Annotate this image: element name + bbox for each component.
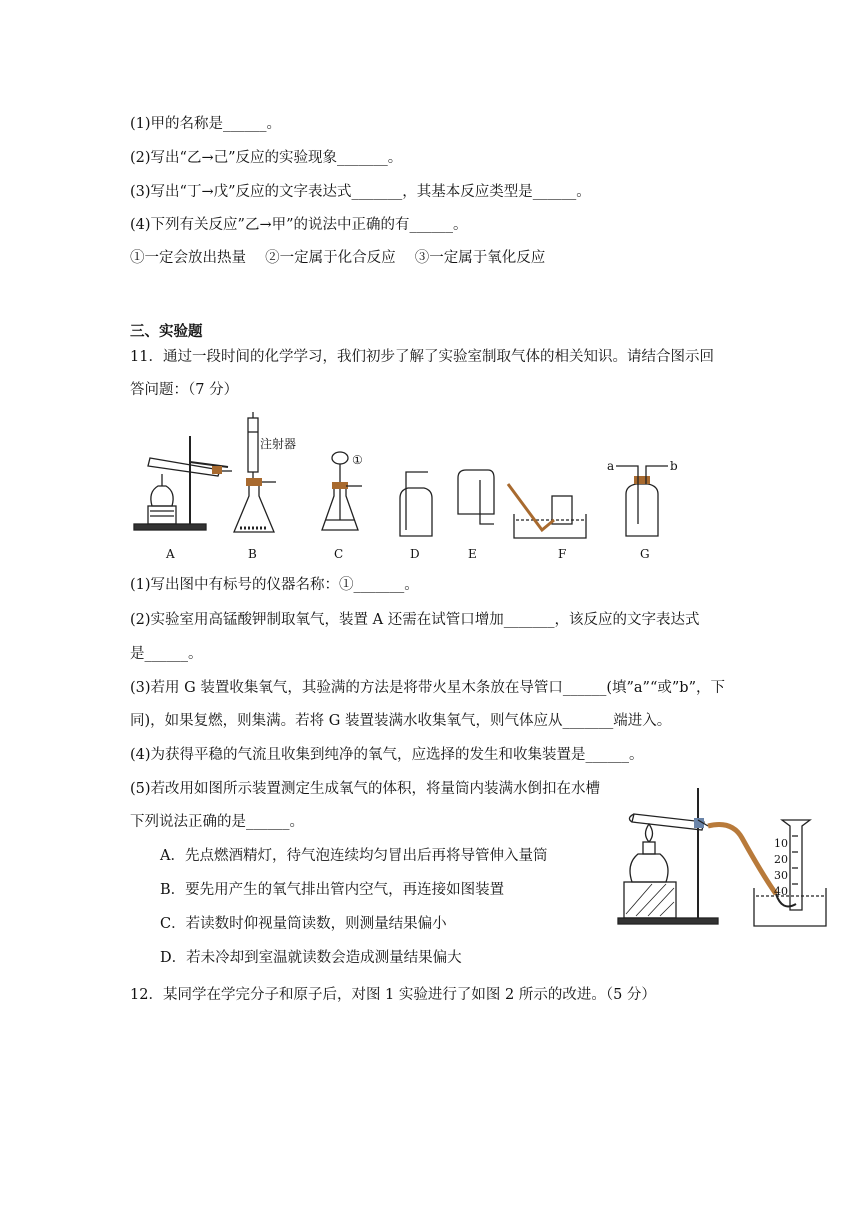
volume-apparatus-figure [612,784,832,930]
tick-30: 30 [774,869,788,882]
q11-stem-2: 答问题：（7 分） [130,382,239,398]
tick-10: 10 [774,837,788,850]
q11-option-a: A．先点燃酒精灯，待气泡连续均匀冒出后再将导管伸入量筒 [160,848,548,864]
q12-stem: 12．某同学在学完分子和原子后，对图 1 实验进行了如图 2 所示的改进。（5 分） [130,987,656,1003]
syringe-label: 注射器 [260,437,297,451]
q11-line-8: 下列说法正确的是______。 [130,814,304,830]
q10-line-1: (1)甲的名称是______。 [130,116,282,132]
q10-line-3: (3)写出“丁→戊”反应的文字表达式_______，其基本反应类型是______。 [130,184,591,200]
apparatus-b [234,412,276,532]
port-a-label: a [607,459,615,473]
tick-20: 20 [774,853,788,866]
apparatus-f [508,484,586,538]
apparatus-a [134,436,232,530]
label-b: B [248,547,257,561]
section-title: 三、实验题 [130,323,203,340]
q11-stem-1: 11．通过一段时间的化学学习，我们初步了解了实验室制取气体的相关知识。请结合图示回 [130,349,714,365]
apparatus-e [458,470,494,524]
apparatus-g [616,466,668,536]
q11-line-2: (2)实验室用高锰酸钾制取氧气，装置 A 还需在试管口增加_______，该反应的文字表达式 [130,612,700,628]
q11-line-5: 同)，如果复燃，则集满。若将 G 装置装满水收集氧气，则气体应从_______端进入。 [130,713,672,729]
q11-line-3: 是______。 [130,646,203,662]
label-c: C [334,547,344,561]
tick-40: 40 [774,885,788,898]
mark-1: ① [352,453,363,467]
label-e: E [468,547,477,561]
apparatus-figure [128,412,688,564]
q11-line-1: (1)写出图中有标号的仪器名称：①_______。 [130,577,419,593]
q11-line-4: (3)若用 G 装置收集氧气，其验满的方法是将带火星木条放在导管口______(填”a”“或”b”，下 [130,680,725,696]
label-d: D [410,547,420,561]
apparatus-d [400,472,432,536]
q10-line-4: (4)下列有关反应”乙→甲”的说法中正确的有______。 [130,217,468,233]
q11-option-d: D．若未冷却到室温就读数会造成测量结果偏大 [160,950,462,966]
label-f: F [558,547,567,561]
q10-options: ①一定会放出热量 ②一定属于化合反应 ③一定属于氧化反应 [130,250,546,266]
q11-line-6: (4)为获得平稳的气流且收集到纯净的氧气，应选择的发生和收集装置是______。 [130,747,644,763]
q10-line-2: (2)写出“乙→己”反应的实验现象_______。 [130,150,403,166]
q11-option-c: C．若读数时仰视量筒读数，则测量结果偏小 [160,916,447,932]
port-b-label: b [670,459,678,473]
q11-option-b: B．要先用产生的氧气排出管内空气，再连接如图装置 [160,882,505,898]
label-g: G [640,547,650,561]
q11-line-7: (5)若改用如图所示装置测定生成氧气的体积，将量筒内装满水倒扣在水槽 [130,781,601,797]
label-a: A [166,547,175,561]
